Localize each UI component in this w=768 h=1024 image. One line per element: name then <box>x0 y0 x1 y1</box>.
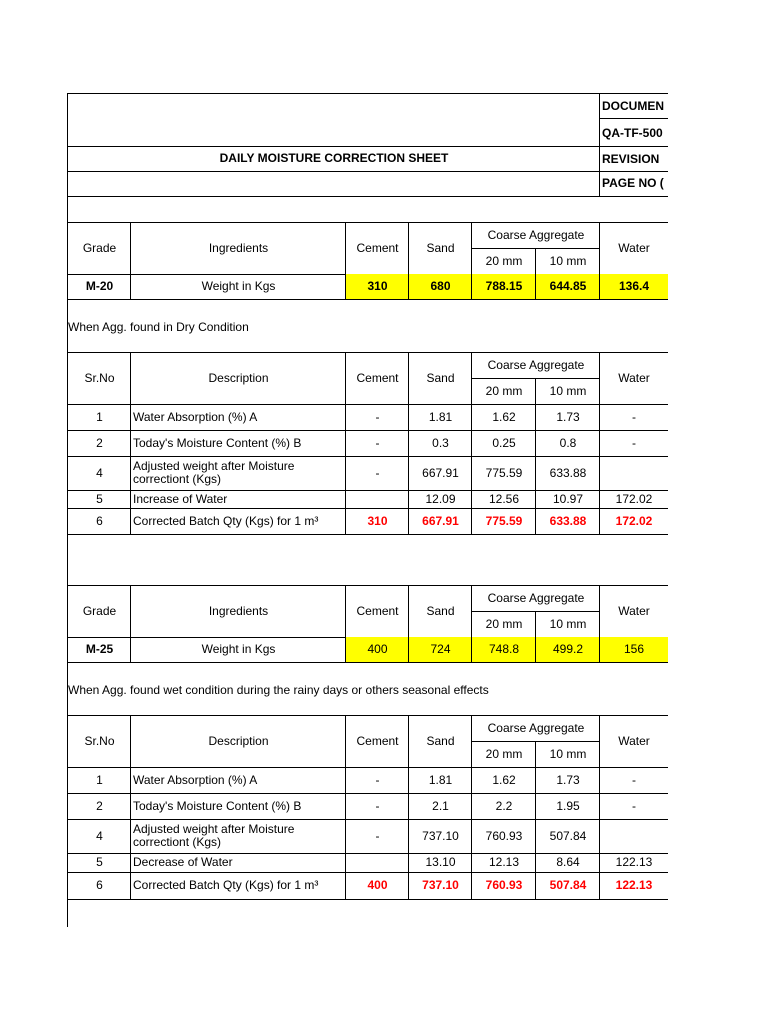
corrected-water: 172.02 <box>599 508 668 535</box>
water-weight: 136.4 <box>599 274 668 300</box>
row-sand: 12.09 <box>408 490 472 509</box>
row-sand: 737.10 <box>408 819 472 854</box>
sand-header: Sand <box>408 352 472 405</box>
row-20mm: 760.93 <box>471 819 536 854</box>
row-description: Corrected Batch Qty (Kgs) for 1 m³ <box>130 508 346 535</box>
water-weight: 156 <box>599 637 668 663</box>
row-sand: 1.81 <box>408 404 472 431</box>
row-description: Adjusted weight after Moisture correctiont (Kgs) <box>130 819 346 854</box>
row-20mm: 0.25 <box>471 430 536 457</box>
row-description: Today's Moisture Content (%) B <box>130 793 346 820</box>
cement-weight: 400 <box>345 637 409 663</box>
water-header: Water <box>599 585 668 638</box>
row-water: - <box>599 767 668 794</box>
corrected-cement: 310 <box>345 508 409 535</box>
row-srno: 2 <box>67 793 131 820</box>
20mm-header: 20 mm <box>471 741 536 768</box>
weight-label: Weight in Kgs <box>130 637 346 663</box>
cement-header: Cement <box>345 222 409 275</box>
grade-value: M-20 <box>67 274 131 300</box>
row-sand: 1.81 <box>408 767 472 794</box>
sand-weight: 724 <box>408 637 472 663</box>
sheet-title: DAILY MOISTURE CORRECTION SHEET <box>67 146 600 172</box>
row-sand: 667.91 <box>408 456 472 491</box>
row-10mm: 10.97 <box>535 490 600 509</box>
20mm-weight: 788.15 <box>471 274 536 300</box>
row-srno: 2 <box>67 430 131 457</box>
corrected-10mm: 507.84 <box>535 872 600 900</box>
20mm-weight: 748.8 <box>471 637 536 663</box>
row-10mm: 0.8 <box>535 430 600 457</box>
header-blank-bottom <box>67 171 600 197</box>
page-no-label: PAGE NO ( <box>599 171 668 197</box>
10mm-weight: 644.85 <box>535 274 600 300</box>
condition-note: When Agg. found wet condition during the rainy days or others seasonal effects <box>68 683 489 697</box>
10mm-header: 10 mm <box>535 741 600 768</box>
ingredients-header: Ingredients <box>130 585 346 638</box>
row-20mm: 1.62 <box>471 404 536 431</box>
corrected-20mm: 775.59 <box>471 508 536 535</box>
description-header: Description <box>130 715 346 768</box>
coarse-aggregate-header: Coarse Aggregate <box>471 715 600 742</box>
srno-header: Sr.No <box>67 715 131 768</box>
row-cement <box>345 853 409 873</box>
row-10mm: 633.88 <box>535 456 600 491</box>
row-cement: - <box>345 456 409 491</box>
water-header: Water <box>599 715 668 768</box>
row-20mm: 1.62 <box>471 767 536 794</box>
grade-header: Grade <box>67 222 131 275</box>
row-description: Corrected Batch Qty (Kgs) for 1 m³ <box>130 872 346 900</box>
row-srno: 1 <box>67 404 131 431</box>
left-border-line <box>67 534 68 586</box>
row-10mm: 1.95 <box>535 793 600 820</box>
row-20mm: 775.59 <box>471 456 536 491</box>
sand-header: Sand <box>408 715 472 768</box>
row-cement: - <box>345 430 409 457</box>
row-20mm: 2.2 <box>471 793 536 820</box>
10mm-header: 10 mm <box>535 378 600 405</box>
cement-header: Cement <box>345 585 409 638</box>
row-water: - <box>599 793 668 820</box>
row-srno: 1 <box>67 767 131 794</box>
doc-code-label: QA-TF-500 <box>599 118 668 147</box>
row-water: 172.02 <box>599 490 668 509</box>
water-header: Water <box>599 352 668 405</box>
srno-header: Sr.No <box>67 352 131 405</box>
row-sand: 2.1 <box>408 793 472 820</box>
sand-header: Sand <box>408 585 472 638</box>
row-description: Adjusted weight after Moisture correctiont (Kgs) <box>130 456 346 491</box>
coarse-aggregate-header: Coarse Aggregate <box>471 352 600 379</box>
row-cement <box>345 490 409 509</box>
left-border-line <box>67 196 68 223</box>
row-sand: 13.10 <box>408 853 472 873</box>
row-srno: 5 <box>67 490 131 509</box>
water-header: Water <box>599 222 668 275</box>
corrected-sand: 667.91 <box>408 508 472 535</box>
row-20mm: 12.13 <box>471 853 536 873</box>
sand-weight: 680 <box>408 274 472 300</box>
row-10mm: 1.73 <box>535 404 600 431</box>
cement-header: Cement <box>345 715 409 768</box>
row-10mm: 1.73 <box>535 767 600 794</box>
coarse-aggregate-header: Coarse Aggregate <box>471 222 600 249</box>
row-water <box>599 819 668 854</box>
row-cement: - <box>345 404 409 431</box>
header-blank-top <box>67 93 600 147</box>
10mm-header: 10 mm <box>535 248 600 275</box>
row-water: - <box>599 404 668 431</box>
grade-header: Grade <box>67 585 131 638</box>
row-description: Water Absorption (%) A <box>130 767 346 794</box>
row-srno: 6 <box>67 508 131 535</box>
20mm-header: 20 mm <box>471 248 536 275</box>
weight-label: Weight in Kgs <box>130 274 346 300</box>
condition-note: When Agg. found in Dry Condition <box>68 320 249 334</box>
row-cement: - <box>345 767 409 794</box>
corrected-10mm: 633.88 <box>535 508 600 535</box>
coarse-aggregate-header: Coarse Aggregate <box>471 585 600 612</box>
row-water: 122.13 <box>599 853 668 873</box>
row-10mm: 507.84 <box>535 819 600 854</box>
10mm-header: 10 mm <box>535 611 600 638</box>
cement-weight: 310 <box>345 274 409 300</box>
row-srno: 5 <box>67 853 131 873</box>
row-10mm: 8.64 <box>535 853 600 873</box>
row-sand: 0.3 <box>408 430 472 457</box>
row-description: Today's Moisture Content (%) B <box>130 430 346 457</box>
row-water: - <box>599 430 668 457</box>
row-srno: 4 <box>67 456 131 491</box>
row-cement: - <box>345 793 409 820</box>
sand-header: Sand <box>408 222 472 275</box>
20mm-header: 20 mm <box>471 378 536 405</box>
doc-number-label: DOCUMEN <box>599 93 668 118</box>
row-description: Water Absorption (%) A <box>130 404 346 431</box>
grade-value: M-25 <box>67 637 131 663</box>
corrected-cement: 400 <box>345 872 409 900</box>
row-srno: 4 <box>67 819 131 854</box>
row-description: Decrease of Water <box>130 853 346 873</box>
description-header: Description <box>130 352 346 405</box>
10mm-weight: 499.2 <box>535 637 600 663</box>
20mm-header: 20 mm <box>471 611 536 638</box>
cement-header: Cement <box>345 352 409 405</box>
corrected-20mm: 760.93 <box>471 872 536 900</box>
row-water <box>599 456 668 491</box>
corrected-water: 122.13 <box>599 872 668 900</box>
row-cement: - <box>345 819 409 854</box>
revision-label: REVISION <box>599 146 668 172</box>
row-srno: 6 <box>67 872 131 900</box>
ingredients-header: Ingredients <box>130 222 346 275</box>
row-20mm: 12.56 <box>471 490 536 509</box>
row-description: Increase of Water <box>130 490 346 509</box>
left-border-line <box>67 899 68 927</box>
corrected-sand: 737.10 <box>408 872 472 900</box>
